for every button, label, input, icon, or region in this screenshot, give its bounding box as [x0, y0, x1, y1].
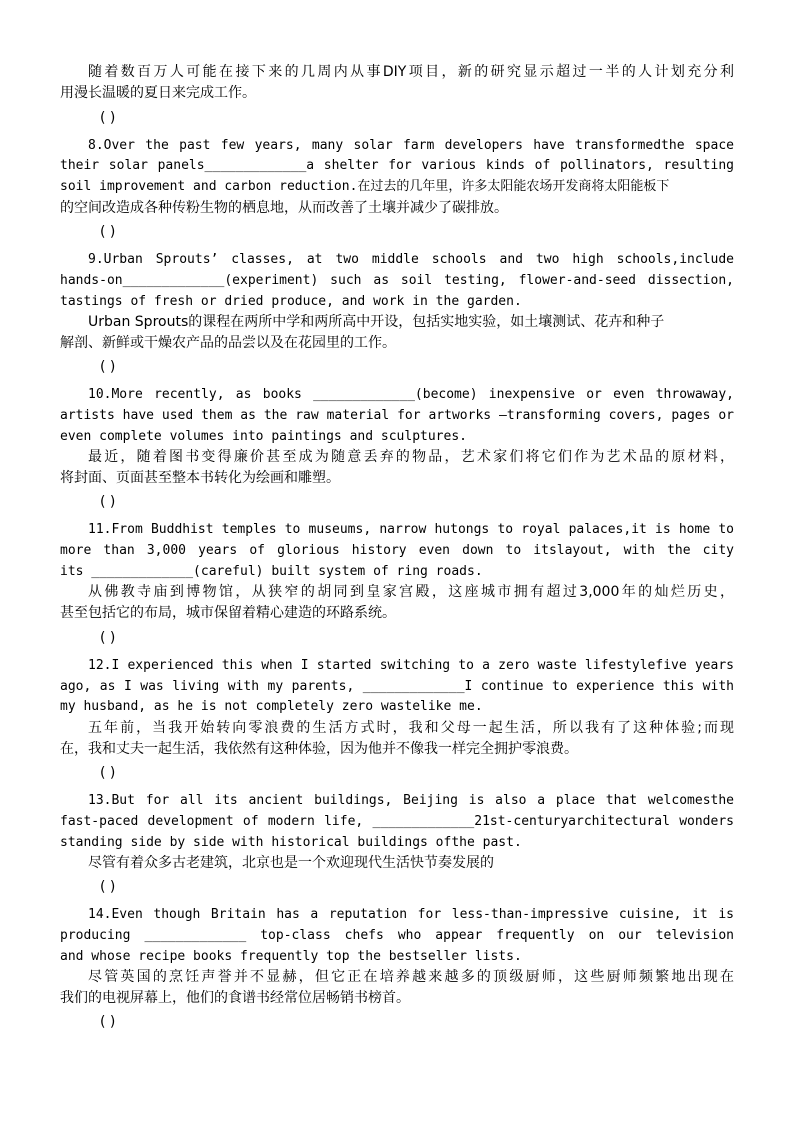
paragraph-line: 用漫长温暖的夏日来完成工作。: [60, 85, 256, 101]
question-14-line: producing _____________ top-class chefs who appear frequently on our television: [60, 928, 734, 943]
answer-parentheses[interactable]: ( ): [100, 110, 116, 126]
question-8-line: their solar panels_____________a shelter for various kinds of pollinators, resulting: [60, 158, 734, 173]
question-11-line: its _____________(careful) built system of ring roads.: [60, 564, 483, 579]
question-10-translation: 最近，随着图书变得廉价甚至成为随意丢弃的物品，艺术家们将它们作为艺术品的原材料，: [88, 449, 734, 465]
question-13-line: fast-paced development of modern life, _____________21st-centuryarchitectural wonders: [60, 814, 734, 829]
question-10-line: even complete volumes into paintings and sculptures.: [60, 429, 467, 444]
question-14-line: and whose recipe books frequently top the bestseller lists.: [60, 949, 522, 964]
question-12-translation: 在，我和丈夫一起生活，我依然有这种体验，因为他并不像我一样完全拥护零浪费。: [60, 741, 578, 757]
question-12-line: 12.I experienced this when I started switching to a zero waste lifestylefive years: [88, 658, 734, 673]
question-14-translation: 尽管英国的烹饪声誉并不显赫，但它正在培养越来越多的顶级厨师，这些厨师频繁地出现在: [88, 969, 734, 985]
question-13-line: standing side by side with historical buildings ofthe past.: [60, 835, 522, 850]
answer-parentheses[interactable]: ( ): [100, 1014, 116, 1030]
question-8-line: 8.Over the past few years, many solar farm developers have transformedthe space: [88, 138, 734, 153]
question-11-line: more than 3,000 years of glorious history even down to itslayout, with the city: [60, 543, 734, 558]
question-13-line: 13.But for all its ancient buildings, Beijing is also a place that welcomesthe: [88, 793, 734, 808]
question-12-line: my husband, as he is not completely zero wastelike me.: [60, 699, 483, 714]
question-9-line: 9.Urban Sprouts’ classes, at two middle schools and two high schools,include: [88, 252, 734, 267]
answer-parentheses[interactable]: ( ): [100, 224, 116, 240]
question-9-translation: Urban Sprouts的课程在两所中学和两所高中开设，包括实地实验，如土壤测试、花卉和种子: [88, 314, 665, 330]
question-12-translation: 五年前，当我开始转向零浪费的生活方式时，我和父母一起生活，所以我有了这种体验;而现: [88, 720, 734, 736]
question-10-translation: 将封面、页面甚至整本书转化为绘画和雕塑。: [60, 470, 340, 486]
question-12-line: ago, as I was living with my parents, _____________I continue to experience this with: [60, 679, 734, 694]
question-9-translation: 解剖、新鲜或干燥农产品的品尝以及在花园里的工作。: [60, 335, 396, 351]
question-9-line: tastings of fresh or dried produce, and work in the garden.: [60, 294, 522, 309]
answer-parentheses[interactable]: ( ): [100, 630, 116, 646]
question-13-translation: 尽管有着众多古老建筑，北京也是一个欢迎现代生活快节奏发展的: [88, 855, 494, 871]
question-11-translation: 从佛教寺庙到博物馆，从狭窄的胡同到皇家宫殿，这座城市拥有超过3,000年的灿烂历史，: [88, 584, 734, 600]
question-8-line: soil improvement and carbon reduction.在过去的几年里，许多太阳能农场开发商将太阳能板下: [60, 179, 670, 194]
answer-parentheses[interactable]: ( ): [100, 879, 116, 895]
question-14-translation: 我们的电视屏幕上，他们的食谱书经常位居畅销书榜首。: [60, 990, 410, 1006]
answer-parentheses[interactable]: ( ): [100, 359, 116, 375]
question-8-translation: 的空间改造成各种传粉生物的栖息地，从而改善了土壤并减少了碳排放。: [60, 200, 508, 216]
answer-parentheses[interactable]: ( ): [100, 494, 116, 510]
question-10-line: 10.More recently, as books _____________(become) inexpensive or even throwaway,: [88, 387, 734, 402]
question-11-line: 11.From Buddhist temples to museums, narrow hutongs to royal palaces,it is home to: [88, 522, 734, 537]
question-9-line: hands-on_____________(experiment) such as soil testing, flower-and-seed dissection,: [60, 273, 734, 288]
question-11-translation: 甚至包括它的布局，城市保留着精心建造的环路系统。: [60, 605, 396, 621]
question-10-line: artists have used them as the raw material for artworks —transforming covers, pages or: [60, 408, 734, 423]
question-14-line: 14.Even though Britain has a reputation for less-than-impressive cuisine, it is: [88, 907, 734, 922]
paragraph-line: 随着数百万人可能在接下来的几周内从事DIY项目，新的研究显示超过一半的人计划充分利: [88, 64, 734, 80]
answer-parentheses[interactable]: ( ): [100, 765, 116, 781]
